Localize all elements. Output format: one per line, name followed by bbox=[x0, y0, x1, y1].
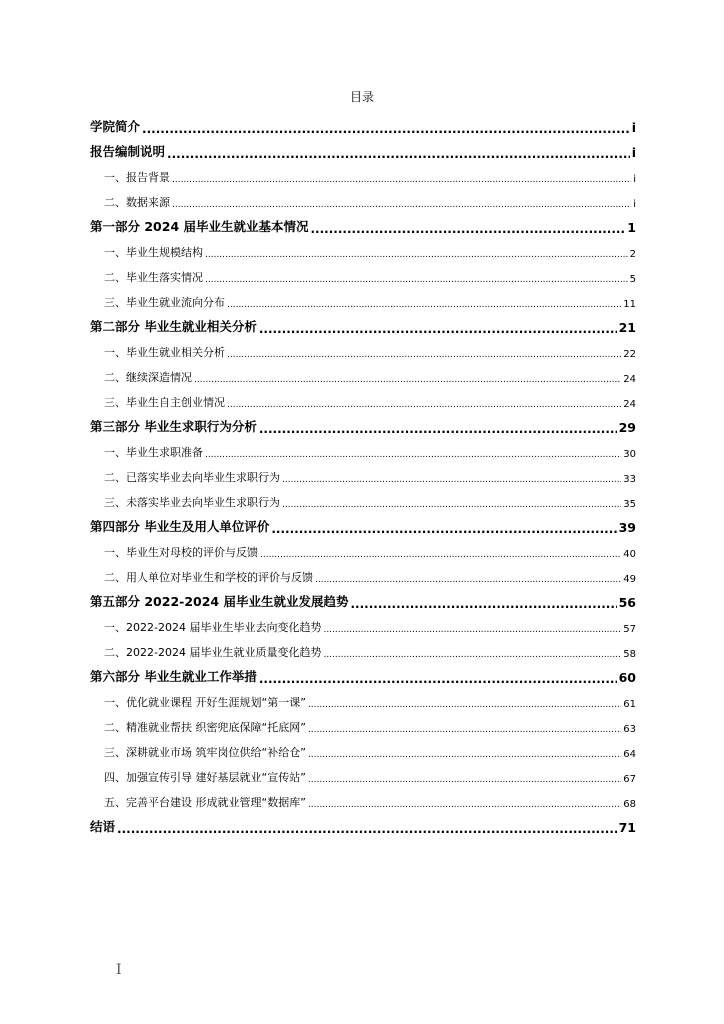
dot-leader bbox=[311, 223, 626, 235]
toc-subsection-entry[interactable] bbox=[90, 560, 636, 585]
toc-section-entry[interactable] bbox=[90, 310, 636, 335]
dot-leader bbox=[227, 401, 621, 410]
toc-section-entry[interactable] bbox=[90, 660, 636, 685]
toc-entry-page: 49 bbox=[623, 574, 636, 585]
dot-leader bbox=[308, 701, 621, 710]
toc-entry-page: 57 bbox=[623, 624, 636, 635]
toc-subsection-entry[interactable] bbox=[90, 360, 636, 385]
toc-entry-label: 二、已落实毕业去向毕业生求职行为 bbox=[104, 471, 280, 484]
dot-leader bbox=[323, 626, 621, 635]
dot-leader bbox=[282, 501, 621, 510]
toc-entry-page: i bbox=[633, 199, 636, 210]
toc-subsection-entry[interactable] bbox=[90, 260, 636, 285]
toc-entry-label: 第四部分 毕业生及用人单位评价 bbox=[90, 519, 270, 534]
toc-entry-page: 30 bbox=[623, 449, 636, 460]
dot-leader bbox=[205, 276, 628, 285]
toc-subsection-entry[interactable] bbox=[90, 335, 636, 360]
toc-entry-page: 60 bbox=[618, 670, 636, 685]
toc-subsection-entry[interactable] bbox=[90, 160, 636, 185]
toc-title: 目录 bbox=[349, 90, 374, 104]
toc-entry-label: 一、毕业生对母校的评价与反馈 bbox=[104, 546, 258, 559]
toc-entry-page: 68 bbox=[623, 799, 636, 810]
toc-entry-label: 二、数据来源 bbox=[104, 196, 170, 209]
toc-subsection-entry[interactable] bbox=[90, 435, 636, 460]
dot-leader bbox=[308, 776, 621, 785]
dot-leader bbox=[271, 523, 616, 535]
toc-entry-label: 三、未落实毕业去向毕业生求职行为 bbox=[104, 496, 280, 509]
toc-subsection-entry[interactable] bbox=[90, 610, 636, 635]
toc-subsection-entry[interactable] bbox=[90, 635, 636, 660]
toc-entry-page: 71 bbox=[618, 820, 636, 835]
toc-entry-page: 39 bbox=[618, 520, 636, 535]
dot-leader bbox=[350, 598, 616, 610]
toc-entry-label: 二、毕业生落实情况 bbox=[104, 271, 203, 284]
toc-entry-page: 35 bbox=[623, 499, 636, 510]
toc-section-entry[interactable] bbox=[90, 810, 636, 835]
dot-leader bbox=[172, 201, 631, 210]
dot-leader bbox=[259, 423, 617, 435]
table-of-contents bbox=[90, 110, 636, 835]
toc-section-entry[interactable] bbox=[90, 135, 636, 160]
toc-subsection-entry[interactable] bbox=[90, 685, 636, 710]
page-number: I bbox=[116, 962, 122, 978]
toc-entry-label: 三、深耕就业市场 筑牢岗位供给“补给仓” bbox=[104, 746, 306, 759]
dot-leader bbox=[323, 651, 621, 660]
toc-entry-page: 2 bbox=[629, 249, 636, 260]
dot-leader bbox=[194, 376, 621, 385]
toc-section-entry[interactable] bbox=[90, 410, 636, 435]
toc-entry-page: i bbox=[631, 120, 636, 135]
toc-entry-page: 40 bbox=[623, 549, 636, 560]
toc-entry-page: 58 bbox=[623, 649, 636, 660]
toc-entry-label: 一、报告背景 bbox=[104, 171, 170, 184]
toc-entry-label: 学院简介 bbox=[90, 119, 141, 134]
toc-entry-label: 二、继续深造情况 bbox=[104, 371, 192, 384]
toc-entry-label: 第五部分 2022-2024 届毕业生就业发展趋势 bbox=[90, 594, 349, 609]
toc-entry-label: 一、毕业生求职准备 bbox=[104, 446, 203, 459]
toc-entry-label: 第一部分 2024 届毕业生就业基本情况 bbox=[90, 219, 309, 234]
toc-entry-page: 29 bbox=[618, 420, 636, 435]
dot-leader bbox=[315, 576, 621, 585]
toc-entry-page: i bbox=[631, 145, 636, 160]
toc-subsection-entry[interactable] bbox=[90, 535, 636, 560]
toc-section-entry[interactable] bbox=[90, 510, 636, 535]
toc-entry-page: 61 bbox=[623, 699, 636, 710]
toc-subsection-entry[interactable] bbox=[90, 710, 636, 735]
toc-entry-label: 一、2022-2024 届毕业生毕业去向变化趋势 bbox=[104, 621, 322, 634]
toc-entry-label: 二、用人单位对毕业生和学校的评价与反馈 bbox=[104, 571, 313, 584]
toc-entry-page: 64 bbox=[623, 749, 636, 760]
toc-subsection-entry[interactable] bbox=[90, 460, 636, 485]
toc-entry-page: 33 bbox=[623, 474, 636, 485]
toc-entry-page: i bbox=[633, 174, 636, 185]
dot-leader bbox=[227, 351, 621, 360]
toc-entry-label: 三、毕业生自主创业情况 bbox=[104, 396, 225, 409]
toc-entry-label: 一、优化就业课程 开好生涯规划“第一课” bbox=[104, 696, 306, 709]
toc-section-entry[interactable] bbox=[90, 585, 636, 610]
toc-entry-page: 56 bbox=[618, 595, 636, 610]
toc-entry-label: 第三部分 毕业生求职行为分析 bbox=[90, 419, 257, 434]
toc-entry-page: 21 bbox=[618, 320, 636, 335]
toc-entry-label: 四、加强宣传引导 建好基层就业“宣传站” bbox=[104, 771, 306, 784]
dot-leader bbox=[259, 673, 617, 685]
toc-entry-label: 报告编制说明 bbox=[90, 144, 166, 159]
toc-entry-page: 67 bbox=[623, 774, 636, 785]
toc-subsection-entry[interactable] bbox=[90, 760, 636, 785]
toc-subsection-entry[interactable] bbox=[90, 185, 636, 210]
toc-entry-label: 第二部分 毕业生就业相关分析 bbox=[90, 319, 257, 334]
toc-entry-page: 22 bbox=[623, 349, 636, 360]
dot-leader bbox=[308, 726, 621, 735]
toc-entry-label: 一、毕业生规模结构 bbox=[104, 246, 203, 259]
toc-section-entry[interactable] bbox=[90, 110, 636, 135]
toc-entry-label: 结语 bbox=[90, 819, 116, 834]
dot-leader bbox=[205, 251, 628, 260]
toc-subsection-entry[interactable] bbox=[90, 785, 636, 810]
toc-entry-label: 第六部分 毕业生就业工作举措 bbox=[90, 669, 257, 684]
dot-leader bbox=[260, 551, 621, 560]
toc-entry-page: 63 bbox=[623, 724, 636, 735]
dot-leader bbox=[227, 301, 621, 310]
toc-entry-label: 一、毕业生就业相关分析 bbox=[104, 346, 225, 359]
toc-entry-page: 24 bbox=[623, 374, 636, 385]
dot-leader bbox=[117, 823, 617, 835]
toc-entry-page: 24 bbox=[623, 399, 636, 410]
dot-leader bbox=[172, 176, 631, 185]
toc-entry-label: 三、毕业生就业流向分布 bbox=[104, 296, 225, 309]
toc-entry-page: 11 bbox=[623, 299, 636, 310]
dot-leader bbox=[308, 751, 621, 760]
toc-subsection-entry[interactable] bbox=[90, 235, 636, 260]
dot-leader bbox=[205, 451, 621, 460]
toc-entry-label: 五、完善平台建设 形成就业管理“数据库” bbox=[104, 796, 306, 809]
toc-entry-label: 二、精准就业帮扶 织密兜底保障“托底网” bbox=[104, 721, 306, 734]
dot-leader bbox=[259, 323, 617, 335]
toc-subsection-entry[interactable] bbox=[90, 735, 636, 760]
toc-section-entry[interactable] bbox=[90, 210, 636, 235]
toc-subsection-entry[interactable] bbox=[90, 285, 636, 310]
dot-leader bbox=[167, 148, 630, 160]
dot-leader bbox=[142, 123, 630, 135]
toc-subsection-entry[interactable] bbox=[90, 485, 636, 510]
dot-leader bbox=[282, 476, 621, 485]
dot-leader bbox=[308, 801, 621, 810]
toc-entry-label: 二、2022-2024 届毕业生就业质量变化趋势 bbox=[104, 646, 322, 659]
toc-entry-page: 1 bbox=[627, 220, 636, 235]
toc-entry-page: 5 bbox=[629, 274, 636, 285]
toc-subsection-entry[interactable] bbox=[90, 385, 636, 410]
